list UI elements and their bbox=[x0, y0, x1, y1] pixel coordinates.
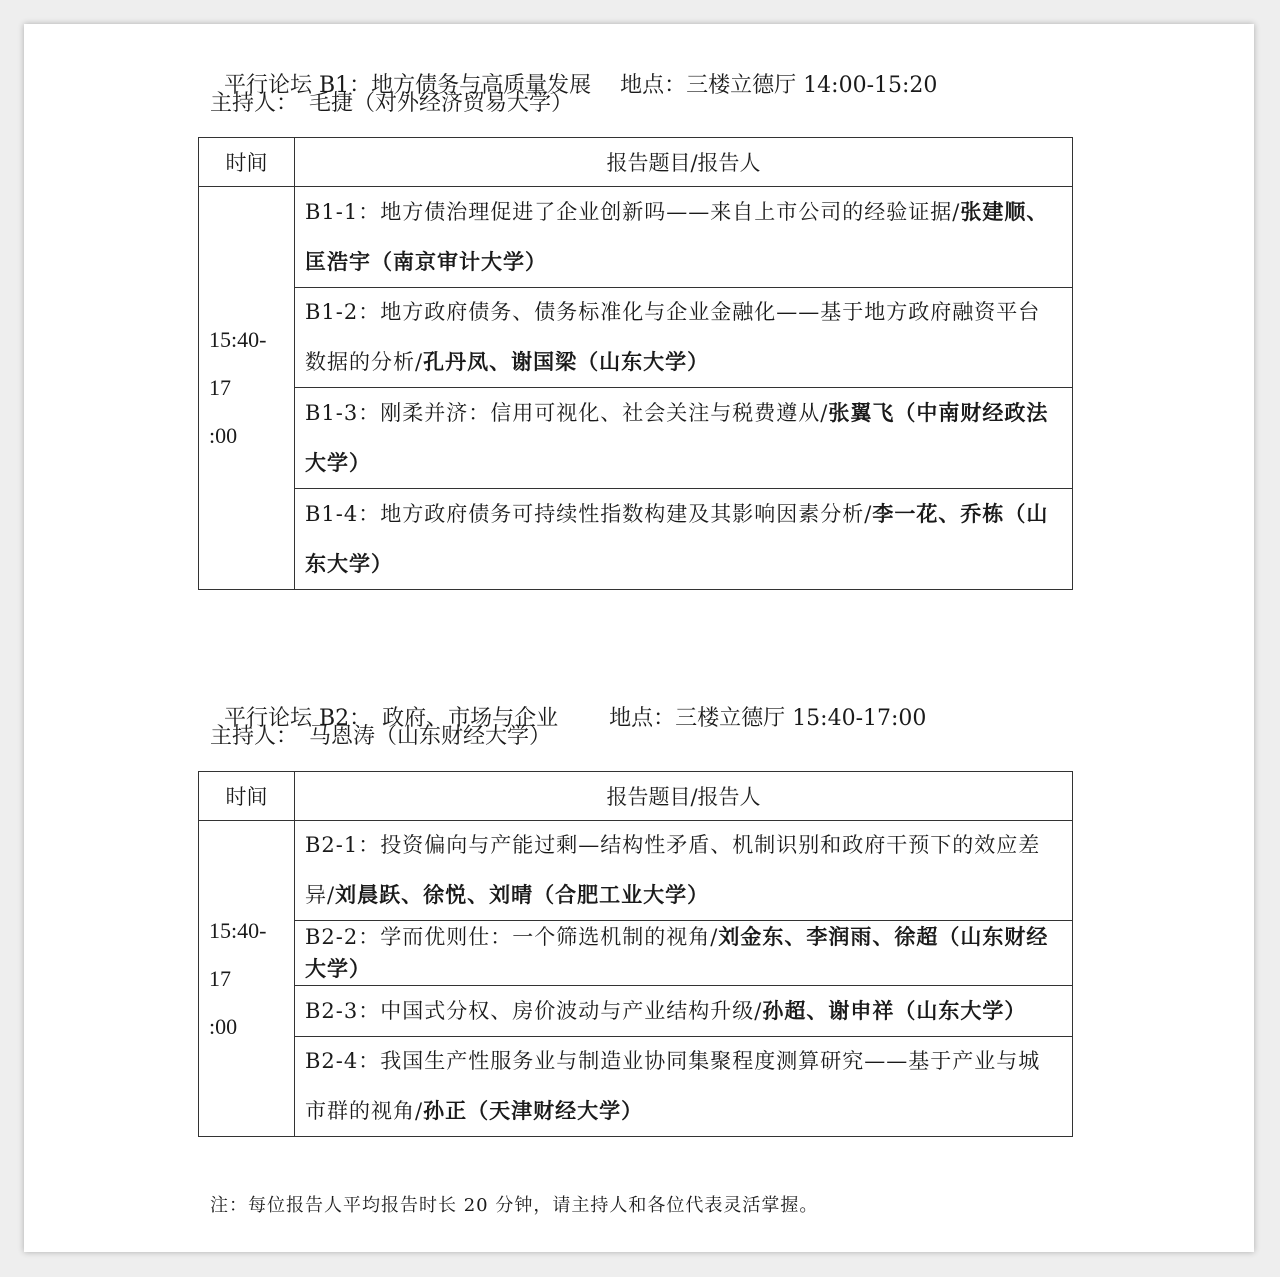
talk-authors: 李一花、乔栋（山东大学） bbox=[305, 501, 1049, 576]
table-header-row bbox=[199, 772, 1073, 821]
table-row bbox=[199, 489, 1073, 590]
talk-authors: 孙超、谢申祥（山东大学） bbox=[762, 998, 1027, 1023]
header-topic: 报告题目/报告人 bbox=[295, 138, 1073, 187]
talk-cell bbox=[295, 921, 1073, 986]
forum-b2-title: 平行论坛 B2： 政府、市场与企业 bbox=[224, 706, 559, 731]
table-row bbox=[199, 1037, 1073, 1137]
talk-topic: B1-1：地方债治理促进了企业创新吗——来自上市公司的经验证据/ bbox=[305, 200, 961, 224]
forum-b2-venue: 地点：三楼立德厅 bbox=[609, 706, 786, 731]
talk-authors: 张翼飞（中南财经政法大学） bbox=[305, 400, 1049, 475]
table-header-row bbox=[199, 138, 1073, 187]
header-time: 时间 bbox=[199, 772, 295, 821]
talk-authors: 张建顺、匡浩宇（南京审计大学） bbox=[305, 199, 1049, 274]
table-row bbox=[199, 821, 1073, 921]
talk-topic: B2-2：学而优则仕：一个筛选机制的视角/ bbox=[305, 925, 719, 949]
footnote: 注：每位报告人平均报告时长 20 分钟，请主持人和各位代表灵活掌握。 bbox=[210, 1195, 819, 1216]
talk-cell bbox=[295, 489, 1073, 590]
forum-b1-host: 主持人： 毛捷（对外经济贸易大学） bbox=[210, 91, 574, 116]
table-row bbox=[199, 986, 1073, 1037]
talk-authors: 刘晨跃、徐悦、刘晴（合肥工业大学） bbox=[335, 882, 710, 907]
forum-b1-time: 14:00-15:20 bbox=[803, 73, 938, 98]
talk-cell bbox=[295, 288, 1073, 388]
session-time: 15:40-17 :00 bbox=[199, 187, 295, 590]
table-row bbox=[199, 388, 1073, 489]
talk-authors: 孔丹凤、谢国梁（山东大学） bbox=[423, 349, 710, 374]
talk-cell bbox=[295, 388, 1073, 489]
talk-cell bbox=[295, 1037, 1073, 1137]
table-row bbox=[199, 187, 1073, 288]
forum-b1-title: 平行论坛 B1：地方债务与高质量发展 bbox=[224, 73, 592, 98]
talk-topic: B1-4：地方政府债务可持续性指数构建及其影响因素分析/ bbox=[305, 502, 873, 526]
talk-authors: 刘金东、李润雨、徐超（山东财经大学） bbox=[305, 924, 1049, 981]
forum-b1-table bbox=[198, 137, 1073, 590]
header-topic: 报告题目/报告人 bbox=[295, 772, 1073, 821]
talk-topic: B1-3：刚柔并济：信用可视化、社会关注与税费遵从/ bbox=[305, 401, 829, 425]
talk-authors: 孙正（天津财经大学） bbox=[423, 1098, 644, 1123]
table-row bbox=[199, 921, 1073, 986]
talk-cell bbox=[295, 986, 1073, 1037]
talk-topic: B2-1：投资偏向与产能过剩—结构性矛盾、机制识别和政府干预下的效应差异/ bbox=[305, 833, 1041, 907]
talk-topic: B1-2：地方政府债务、债务标准化与企业金融化——基于地方政府融资平台数据的分析/ bbox=[305, 300, 1041, 374]
talk-cell bbox=[295, 187, 1073, 288]
forum-b2-time: 15:40-17:00 bbox=[792, 706, 927, 731]
talk-cell bbox=[295, 821, 1073, 921]
talk-topic: B2-3：中国式分权、房价波动与产业结构升级/ bbox=[305, 999, 763, 1023]
forum-b2-host: 主持人： 马恩涛（山东财经大学） bbox=[210, 724, 552, 749]
forum-b1-venue: 地点：三楼立德厅 bbox=[620, 73, 797, 98]
table-row bbox=[199, 288, 1073, 388]
session-time: 15:40-17 :00 bbox=[199, 821, 295, 1137]
talk-topic: B2-4：我国生产性服务业与制造业协同集聚程度测算研究——基于产业与城市群的视角/ bbox=[305, 1049, 1041, 1123]
forum-b2-table bbox=[198, 771, 1073, 1137]
header-time: 时间 bbox=[199, 138, 295, 187]
